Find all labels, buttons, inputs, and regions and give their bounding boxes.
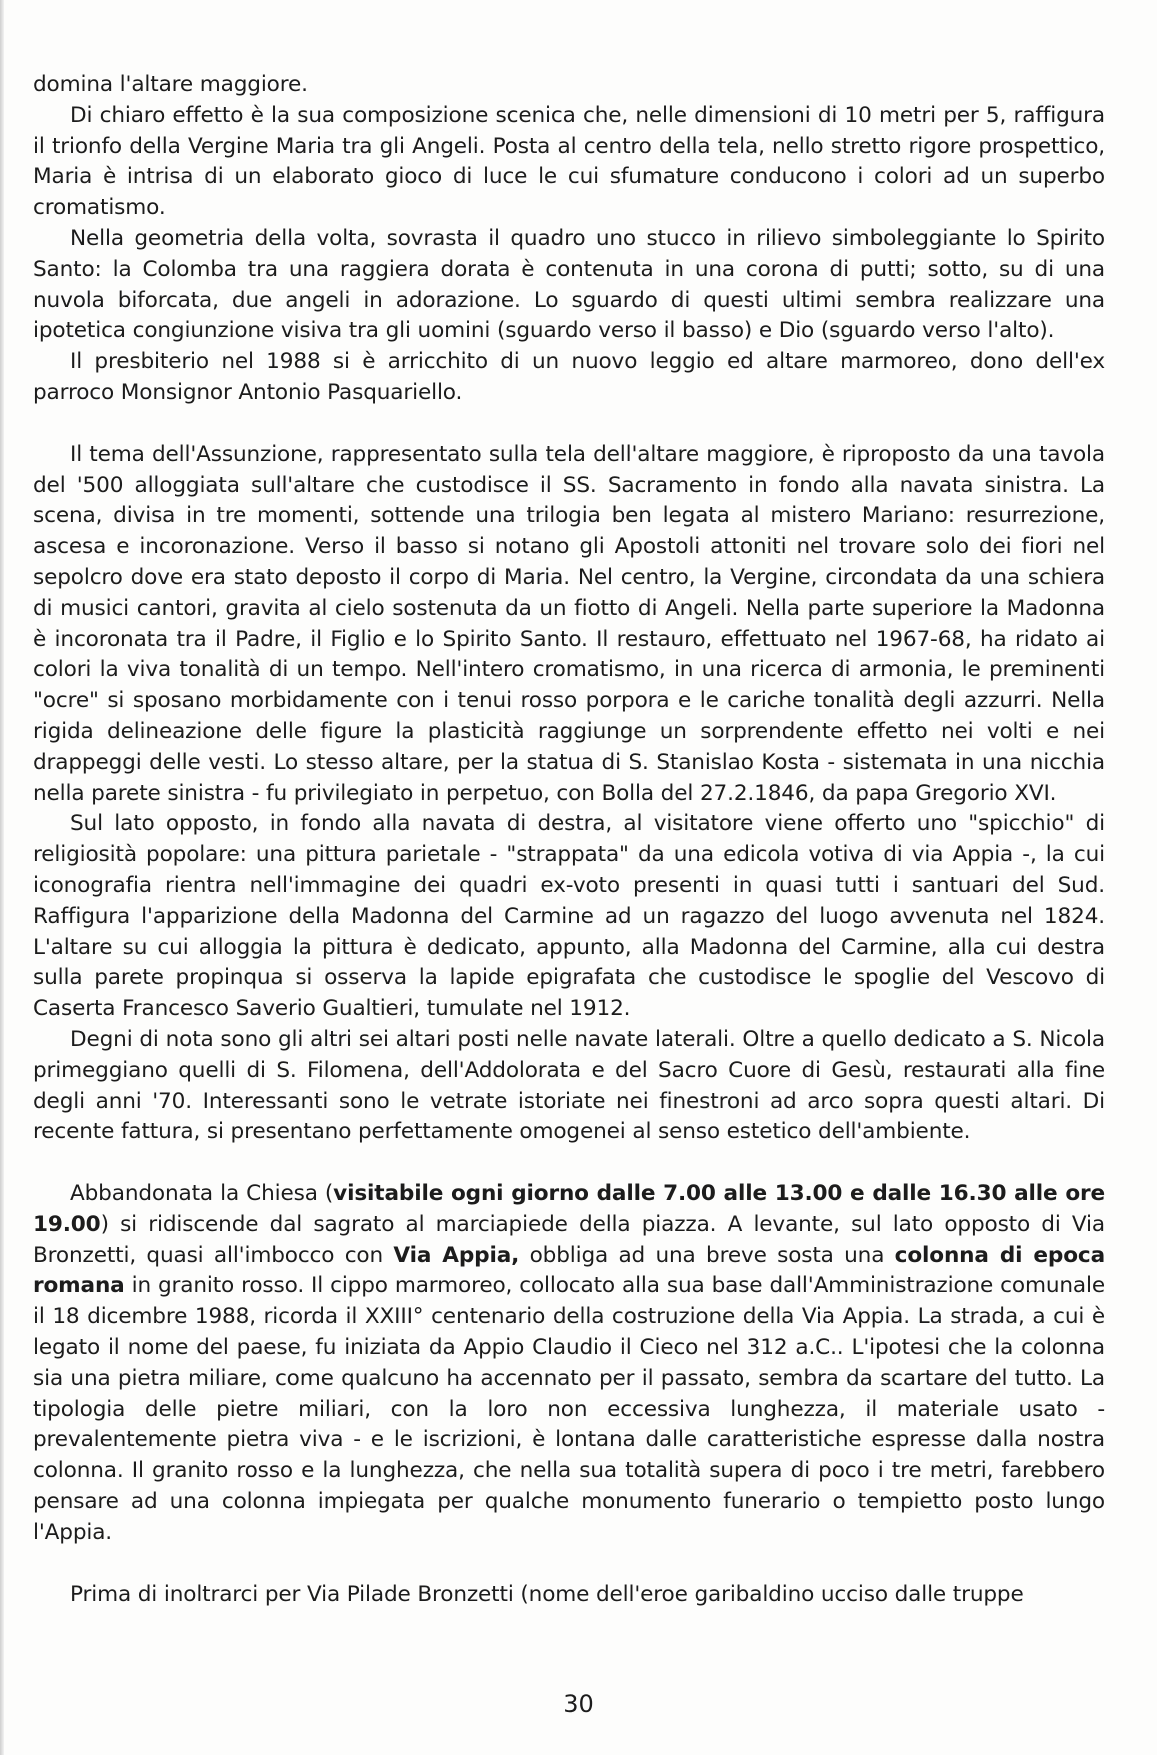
paragraph-8-text-a: Abbandonata la Chiesa ( — [70, 1181, 334, 1207]
page-edge-shadow — [0, 0, 4, 1755]
paragraph-gap — [33, 1148, 1105, 1179]
paragraph-2: Di chiaro effetto è la sua composizione scenica che, nelle dimensioni di 10 metri per 5, raffigura il trionfo della Vergine Maria tra gli Angeli. Posta al centro della tela, nello stretto rigore prospettico, Maria è intrisa di un elaborato gioco di luce le cui sfumature conducono i colori ad un superbo cromatismo. — [33, 102, 1105, 221]
document-page — [33, 70, 1105, 1610]
paragraph-8-text-g: in granito rosso. Il cippo marmoreo, collocato alla sua base dall'Amministrazione comunale il 18 dicembre 1988, ricorda il XXIII° centenario della costruzione della Via Appia. La strada, a cui è legato il nome del paese, fu iniziata da Appio Claudio il Cieco nel 312 a.C.. L'ipotesi che la colonna sia una pietra miliare, come qualcuno ha accennato per il passato, sembra da scartare del tutto. La tipologia delle pietre miliari, con la loro non eccessiva lunghezza, il materiale usato - prevalentemente pietra viva - e le iscrizioni, è lontana dalle caratteristiche espresse dalla nostra colonna. Il granito rosso e la lunghezza, che nella sua totalità supera di poco i tre metri, farebbero pensare ad una colonna impiegata per qualche monumento funerario o tempietto posto lungo l'Appia. — [33, 1273, 1105, 1545]
paragraph-8-text-c: ) si ridiscende dal sagrato al marciapiede della piazza. A levante, sul lato opposto di Via Bronzetti, quasi all'imbocco con — [33, 1211, 1105, 1268]
paragraph-4: Il presbiterio nel 1988 si è arricchito di un nuovo leggio ed altare marmoreo, dono dell'ex parroco Monsignor Antonio Pasquariello. — [33, 349, 1105, 405]
paragraph-6: Sul lato opposto, in fondo alla navata di destra, al visitatore viene offerto uno "spicchio" di religiosità popolare: una pittura parietale - "strappata" da una edicola votiva di via Appia -, la cui iconografia rientra nell'immagine dei quadri ex-voto presenti in quasi tutti i santuari del Sud. Raffigura l'apparizione della Madonna del Carmine ad un ragazzo del luogo avvenuta nel 1824. L'altare su cui alloggia la pittura è dedicato, appunto, alla Madonna del Carmine, alla cui destra sulla parete propinqua si osserva la lapide epigrafata che custodisce le spoglie del Vescovo di Caserta Francesco Saverio Gualtieri, tumulate nel 1912. — [33, 811, 1105, 1022]
page-number: 30 — [563, 1690, 594, 1718]
paragraph-8-text-e: obbliga ad una breve sosta una — [519, 1242, 895, 1268]
roman-column-highlight: colonna di epoca romana — [33, 1242, 1105, 1299]
via-appia-highlight: Via Appia, — [393, 1242, 520, 1268]
paragraph-gap — [33, 1549, 1105, 1580]
paragraph-5: Il tema dell'Assunzione, rappresentato sulla tela dell'altare maggiore, è riproposto da una tavola del '500 alloggiata sull'altare che custodisce il SS. Sacramento in fondo alla navata sinistra. La scena, divisa in tre momenti, sottende una trilogia ben legata al mistero Mariano: resurrezione, ascesa e incoronazione. Verso il basso si notano gli Apostoli attoniti nel trovare solo dei fiori nel sepolcro dove era stato deposto il corpo di Maria. Nel centro, la Vergine, circondata da una schiera di musici cantori, gravita al cielo sostenuta da un fiotto di Angeli. Nella parte superiore la Madonna è incoronata tra il Padre, il Figlio e lo Spirito Santo. Il restauro, effettuato nel 1967-68, ha ridato ai colori la viva tonalità di un tempo. Nell'intero cromatismo, in una ricerca di armonia, le preminenti "ocre" si sposano morbidamente con i tenui rosso porpora e le cariche tonalità degli azzurri. Nella rigida delineazione delle figure la plasticità raggiunge un sorprendente effetto nei volti e nei drappeggi delle vesti. Lo stesso altare, per la statua di S. Stanislao Kosta - sistemata in una nicchia nella parete sinistra - fu privilegiato in perpetuo, con Bolla del 27.2.1846, da papa Gregorio XVI. — [33, 441, 1105, 806]
paragraph-9: Prima di inoltrarci per Via Pilade Bronzetti (nome dell'eroe garibaldino ucciso dalle truppe — [70, 1581, 1024, 1607]
paragraph-3: Nella geometria della volta, sovrasta il quadro uno stucco in rilievo simboleggiante lo Spirito Santo: la Colomba tra una raggiera dorata è contenuta in una corona di putti; sotto, su di una nuvola biforcata, due angeli in adorazione. Lo sguardo di questi ultimi sembra realizzare una ipotetica congiunzione visiva tra gli uomini (sguardo verso il basso) e Dio (sguardo verso l'alto). — [33, 225, 1105, 344]
paragraph-7: Degni di nota sono gli altri sei altari posti nelle navate laterali. Oltre a quello dedicato a S. Nicola primeggiano quelli di S. Filomena, dell'Addolorata e del Sacro Cuore di Gesù, restaurati alla fine degli anni '70. Interessanti sono le vetrate istoriate nei finestroni ad arco sopra questi altari. Di recente fattura, si presentano perfettamente omogenei al senso estetico dell'ambiente. — [33, 1026, 1105, 1145]
opening-hours: visitabile ogni giorno dalle 7.00 alle 13.00 e dalle 16.30 alle ore 19.00 — [33, 1181, 1105, 1237]
paragraph-8 — [33, 1179, 1105, 1549]
paragraph-gap — [33, 409, 1105, 440]
paragraph-1: domina l'altare maggiore. — [33, 72, 308, 97]
